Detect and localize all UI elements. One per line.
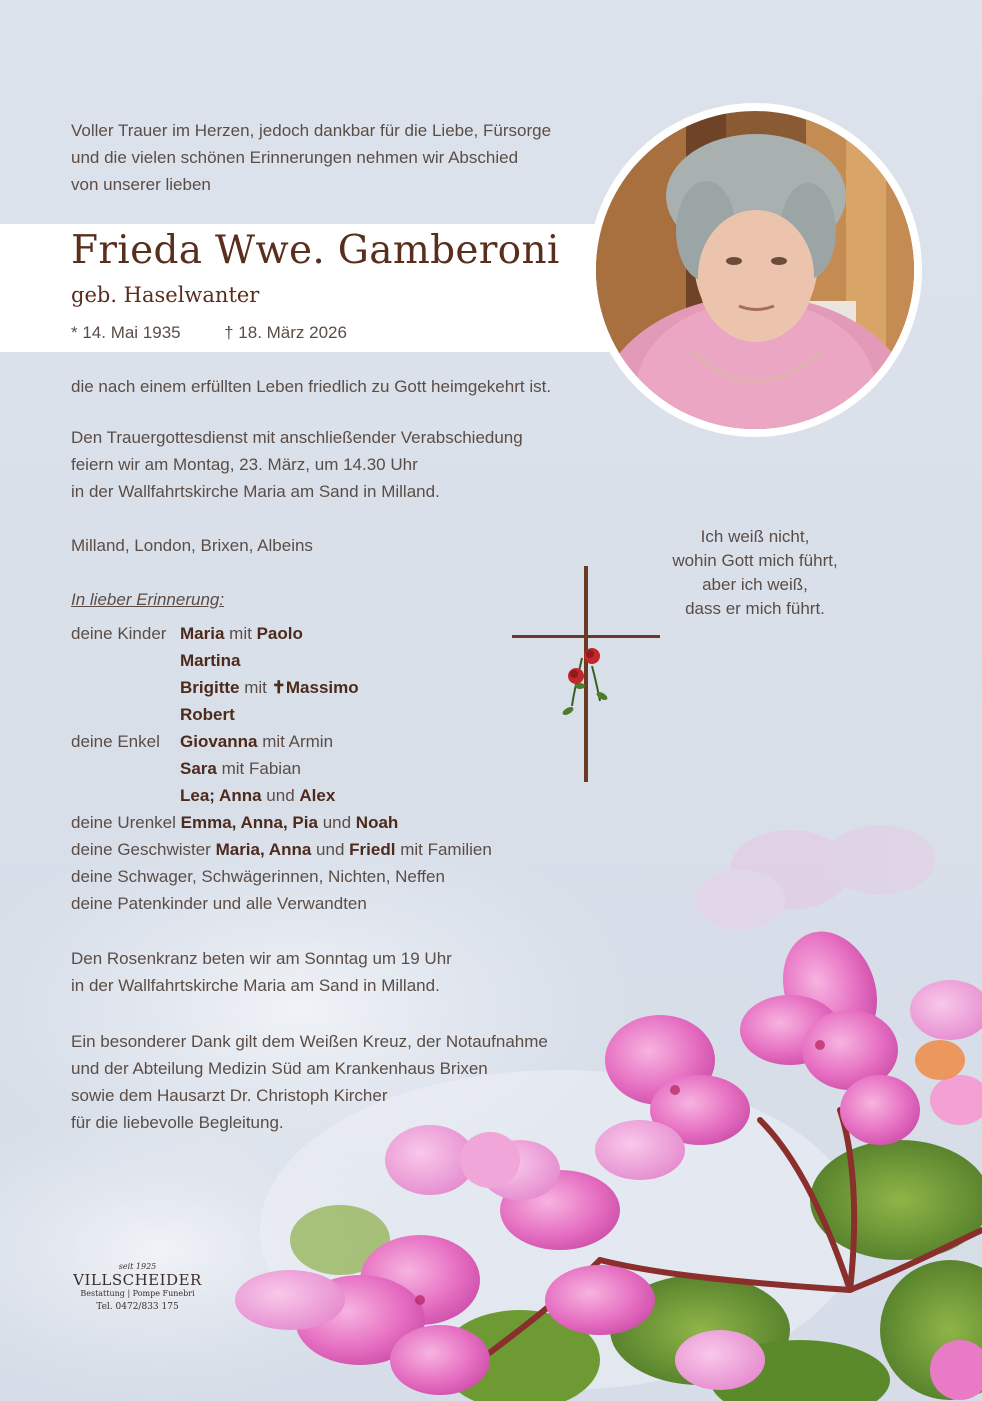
kinder-row [180,651,240,671]
rosary-line: in der Wallfahrtskirche Maria am Sand in Milland. [71,976,440,995]
kinder-row [180,624,303,644]
deceased-name: Frieda Wwe. Gamberoni [71,228,560,273]
places-text: Milland, London, Brixen, Albeins [71,536,313,555]
death-date: † 18. März 2026 [224,323,347,342]
family-name: Sara [180,759,217,778]
thanks-line: Ein besonderer Dank gilt dem Weißen Kreuz, der Notaufnahme [71,1032,548,1051]
enkel-label: deine Enkel [71,732,160,751]
family-name: Friedl [349,840,396,859]
memory-heading: In lieber Erinnerung: [71,590,225,609]
family-name: Martina [180,651,241,670]
connector: und [322,813,352,832]
service-line: in der Wallfahrtskirche Maria am Sand in Milland. [71,482,440,501]
enkel-row [180,759,301,779]
intro-line: von unserer lieben [71,175,211,194]
family-name: Brigitte [180,678,240,697]
service-line: Den Trauergottesdienst mit anschließender Verabschiedung [71,428,523,447]
family-name: Robert [180,705,235,724]
logo-sub: Bestattung | Pompe Funebri [80,1289,195,1298]
cross-with-roses-icon [512,566,662,782]
family-name: Maria [180,624,225,643]
quote-line: dass er mich führt. [685,599,825,618]
intro-text [71,117,551,198]
thanks-line: sowie dem Hausarzt Dr. Christoph Kircher [71,1086,388,1105]
connector: mit [229,624,252,643]
funeral-home-logo [70,1262,205,1312]
life-dates [71,323,347,343]
rosary-text [71,945,452,999]
family-name: Maria, Anna [215,840,312,859]
family-name: Paolo [256,624,303,643]
connector: und [266,786,295,805]
rosary-line: Den Rosenkranz beten wir am Sonntag um 19 Uhr [71,949,452,968]
after-name-text: die nach einem erfüllten Leben friedlich zu Gott heimgekehrt ist. [71,377,552,396]
logo-tel: Tel. 0472/833 175 [96,1302,179,1312]
connector: mit Familien [400,840,492,859]
service-line: feiern wir am Montag, 23. März, um 14.30 Uhr [71,455,418,474]
geschwister-label: deine Geschwister [71,840,211,859]
thanks-line: für die liebevolle Begleitung. [71,1113,284,1132]
intro-line: und die vielen schönen Erinnerungen nehmen wir Abschied [71,148,519,167]
schwager-row: deine Schwager, Schwägerinnen, Nichten, Neffen [71,867,445,886]
maiden-name: geb. Haselwanter [71,283,260,307]
connector: mit Fabian [221,759,301,778]
family-name: ✝Massimo [271,678,359,697]
enkel-row [180,786,335,806]
logo-brand: VILLSCHEIDER [73,1271,202,1289]
connector: und [316,840,345,859]
thanks-line: und der Abteilung Medizin Süd am Krankenhaus Brixen [71,1059,488,1078]
urenkel-row [71,813,398,833]
urenkel-label: deine Urenkel [71,813,176,832]
intro-line: Voller Trauer im Herzen, jedoch dankbar für die Liebe, Fürsorge [71,121,552,140]
quote-line: Ich weiß nicht, [700,527,810,546]
kinder-row [180,678,359,698]
service-text [71,424,523,505]
kinder-row [180,705,235,725]
portrait-photo [596,111,914,429]
family-name: Emma, Anna, Pia [180,813,318,832]
birth-date: * 14. Mai 1935 [71,323,181,342]
kinder-label: deine Kinder [71,624,167,643]
family-name: Lea; Anna [180,786,262,805]
geschwister-row [71,840,492,860]
paten-row: deine Patenkinder und alle Verwandten [71,894,367,913]
quote-line: wohin Gott mich führt, [672,551,838,570]
logo-since: seit 1925 [118,1262,157,1271]
connector: mit [244,678,267,697]
quote-line: aber ich weiß, [702,575,808,594]
quote [640,525,870,621]
family-name: Alex [299,786,336,805]
family-name: Noah [355,813,399,832]
family-name: Giovanna [180,732,258,751]
thanks-text [71,1028,548,1136]
enkel-row [180,732,333,752]
connector: mit Armin [262,732,334,751]
